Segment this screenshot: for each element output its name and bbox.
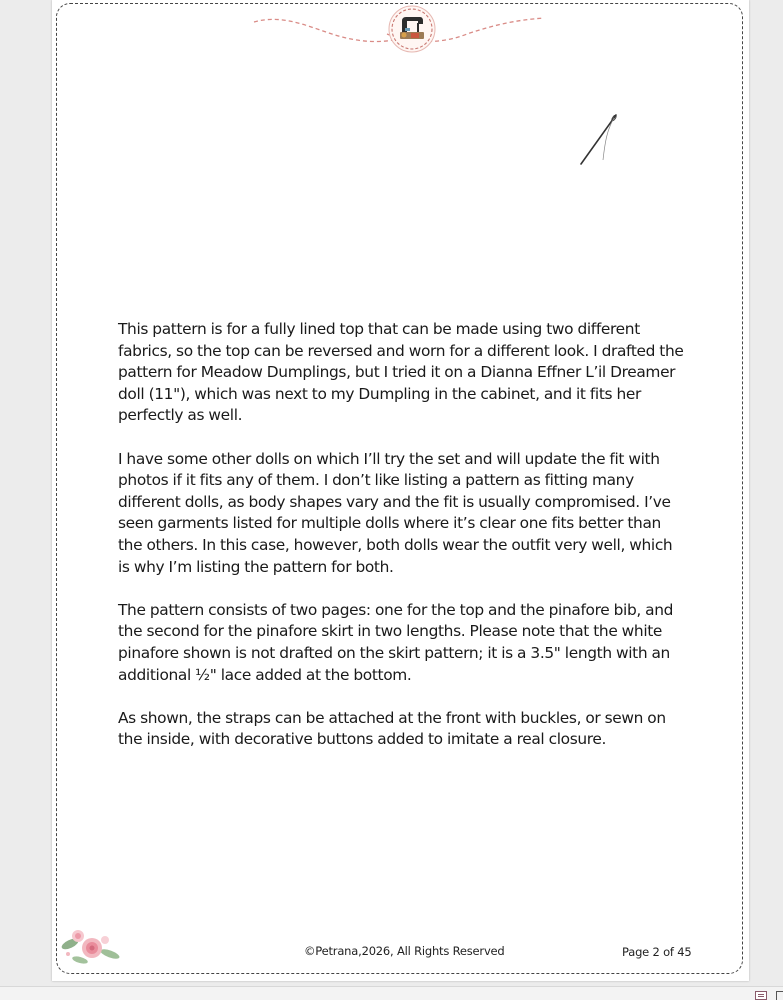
paragraph: As shown, the straps can be attached at the front with buckles, or sewn on the inside, with decorative buttons added to imitate a real closure. (118, 708, 666, 749)
viewer-status-bar (0, 986, 783, 1000)
page-number: Page 2 of 45 (622, 945, 692, 959)
sewing-machine-icon (252, 4, 547, 56)
paragraph: The pattern consists of two pages: one for the top and the pinafore bib, and the second for the pinafore skirt in two lengths. Please note that the white pinafore shown is not drafted on the skirt pattern; it is a 3.5" length with an additional ½" lace added at the bottom. (118, 600, 674, 684)
footer-copyright: ©Petrana,2026, All Rights Reserved (304, 944, 505, 958)
document-body (118, 319, 684, 772)
needle-thread-icon (577, 112, 619, 168)
comment-icon[interactable] (755, 991, 767, 1000)
document-page (52, 0, 749, 981)
rose-bouquet-icon (60, 924, 122, 968)
paragraph: I have some other dolls on which I’ll try the set and will update the fit with photos if it fits any of them. I don’t like listing a pattern as fitting many different dolls, as body shapes vary and the fit is usually compromised. I’ve seen garments listed for multiple dolls where it’s clear one fits better than the others. In this case, however, both dolls wear the outfit very well, which is why I’m listing the pattern for both. (118, 449, 673, 576)
paragraph: This pattern is for a fully lined top that can be made using two different fabrics, so the top can be reversed and worn for a different look. I drafted the pattern for Meadow Dumplings, but I tried it on a Dianna Effner L’il Dreamer doll (11"), which was next to my Dumpling in the cabinet, and it fits her perfectly as well. (118, 320, 684, 425)
panel-toggle-icon[interactable] (776, 991, 783, 1000)
